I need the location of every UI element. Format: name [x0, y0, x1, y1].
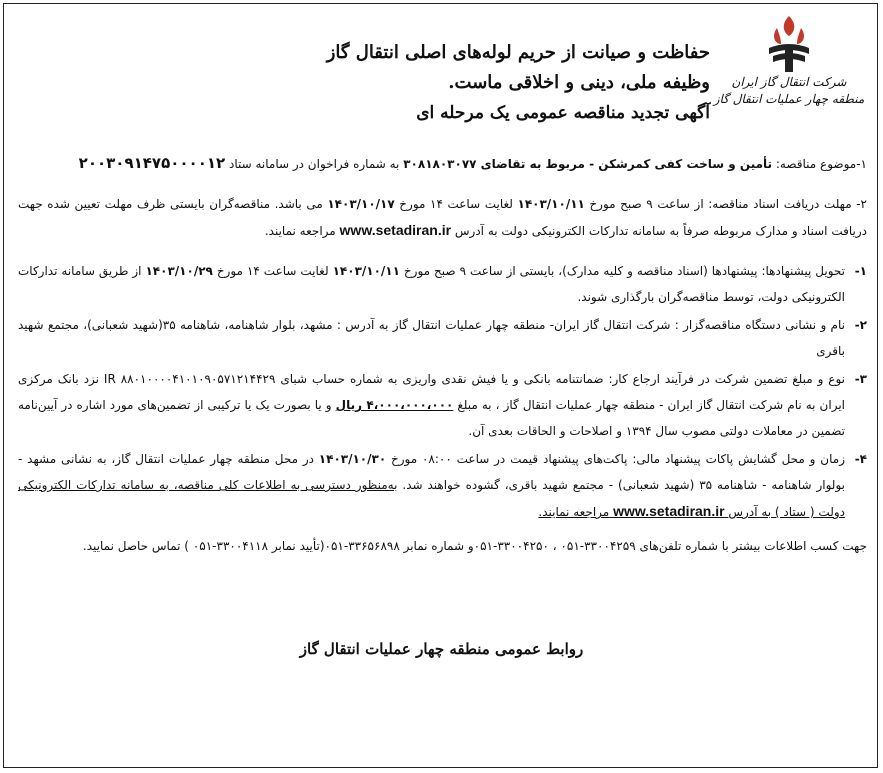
heading-line-1: حفاظت و صیانت از حریم لوله‌های اصلی انتقال گاز [326, 42, 710, 63]
item-number: ۳- [854, 372, 867, 386]
item4-text-b: در محل منطقه چهار عملیات انتقال گاز، به نشانی مشهد - بولوار شاهنامه - شاهنامه ۳۵ (شهید شعبانی) - مجتمع شهید باقری، گشوده خواهند شد. [18, 452, 845, 492]
deadline-text-c: می باشد. مناقصه‌گران بایستی ظرف مهلت تعیین شده جهت دریافت اسناد و مدارک مربوطه صرفاً به سامانه تدارکات الکترونیکی دولت به آدرس [18, 197, 867, 238]
item3-text-b: و یا بصورت یک یا ترکیبی از تضمین‌های مورد اشاره در آیین‌نامه تضمین در معاملات دولتی مصوب سال ۱۳۹۴ و اصلاحات و الحاقات بعدی آن. [18, 398, 845, 438]
contact-info: جهت کسب اطلاعات بیشتر با شماره تلفن‌های ۳۳۰۰۴۲۵۹-۰۵۱ ، ۳۳۰۰۴۲۵۰-۰۵۱و شماره نمابر ۳۳۶۵۶۸۹۸-۰۵۱(تأیید نمابر ۳۳۰۰۴۱۱۸-۰۵۱ ) تماس حاصل نمایید. [82, 539, 867, 553]
signature: روابط عمومی منطقه چهار عملیات انتقال گاز [299, 640, 584, 658]
item-text: نام و نشانی دستگاه مناقصه‌گزار : شرکت انتقال گاز ایران- منطقه چهار عملیات انتقال گاز به آدرس : مشهد، بلوار شاهنامه، شاهنامه ۳۵(شهید شعبانی)، مجتمع شهید باقری [18, 318, 845, 358]
list-item [18, 366, 867, 444]
subject-title: تأمین و ساخت کفی کمرشکن - مربوط به تقاضای ۳۰۸۱۸۰۳۰۷۷ [403, 157, 773, 171]
setadiran-link[interactable]: www.setadiran.ir [339, 222, 452, 238]
item-text [18, 258, 845, 310]
item1-text-b: لغایت ساعت ۱۴ مورخ [216, 264, 329, 278]
item3-text-a: نوع و مبلغ تضمین شرکت در فرآیند ارجاع کار: ضمانتنامه بانکی و یا فیش نقدی واریزی به شماره حساب شبای IR ۸۸۰۱۰۰۰۰۴۱۰۱۰۹۰۵۷۱۲۱۴۴۲۹ نزد بانک مرکزی ایران به نام شرکت انتقال گاز ایران - منطقه چهار عملیات انتقال گاز ، به مبلغ [18, 372, 846, 412]
item1-date-end: ۱۴۰۳/۱۰/۲۹ [145, 264, 213, 278]
flame-icon [761, 14, 817, 74]
item4-date: ۱۴۰۳/۱۰/۳۰ [318, 452, 387, 466]
guarantee-amount: ۴،۰۰۰،۰۰۰،۰۰۰ ریال [335, 398, 454, 412]
list-item [18, 312, 867, 364]
item-number: ۲- [854, 318, 867, 332]
list-item [18, 258, 867, 310]
item-text [18, 366, 845, 444]
logo-caption [709, 74, 869, 108]
logo-line-1: شرکت انتقال گاز ایران [731, 75, 847, 89]
call-number: ۲۰۰۳۰۹۱۴۷۵۰۰۰۰۱۲ [78, 154, 226, 172]
list-item [18, 446, 867, 525]
item1-text-c: از طریق سامانه تدارکات الکترونیکی دولت، توسط مناقصه‌گران بارگذاری شوند. [18, 264, 845, 304]
item1-date-start: ۱۴۰۳/۱۰/۱۱ [332, 264, 400, 278]
subject-lead: ۱-موضوع مناقصه: [775, 157, 867, 171]
deadline-date-end: ۱۴۰۳/۱۰/۱۷ [327, 197, 395, 211]
notice-heading [150, 38, 710, 128]
logo-line-2: منطقه چهار عملیات انتقال گاز [713, 92, 865, 106]
deadline-text-a: ۲- مهلت دریافت اسناد مناقصه: از ساعت ۹ صبح مورخ [589, 197, 867, 211]
item-number: ۴- [854, 452, 867, 466]
deadline-text-d: مراجعه نمایند. [264, 224, 336, 238]
heading-line-2: وظیفه ملی، دینی و اخلاقی ماست. [448, 72, 710, 93]
item4-text-a: زمان و محل گشایش پاکات پیشنهاد مالی: پاکت‌های پیشنهاد قیمت در ساعت ۰۸:۰۰ مورخ [390, 452, 845, 466]
subject-tail: به شماره فراخوان در سامانه ستاد [228, 157, 400, 171]
deadline-text-b: لغایت ساعت ۱۴ مورخ [399, 197, 513, 211]
deadline-date-start: ۱۴۰۳/۱۰/۱۱ [517, 197, 585, 211]
document-deadline [18, 191, 867, 244]
item1-text-a: تحویل پیشنهادها: پیشنهادها (اسناد مناقصه و کلیه مدارک)، بایستی از ساعت ۹ صبح مورخ [403, 264, 845, 278]
tender-subject [18, 150, 867, 177]
item-number: ۱- [854, 264, 867, 278]
heading-title: آگهی تجدید مناقصه عمومی یک مرحله ای [416, 103, 710, 123]
item4-text-c: به‌منظور دسترسی به اطلاعات کلی مناقصه، به سامانه تدارکات الکترونیکی دولت ( ستاد ) به آدرس [18, 478, 845, 519]
company-logo [709, 14, 869, 124]
setadiran-link[interactable]: www.setadiran.ir [613, 503, 725, 519]
item-text [18, 446, 845, 525]
item4-text-d: مراجعه نمایند. [538, 505, 610, 519]
notice-body [18, 150, 867, 559]
